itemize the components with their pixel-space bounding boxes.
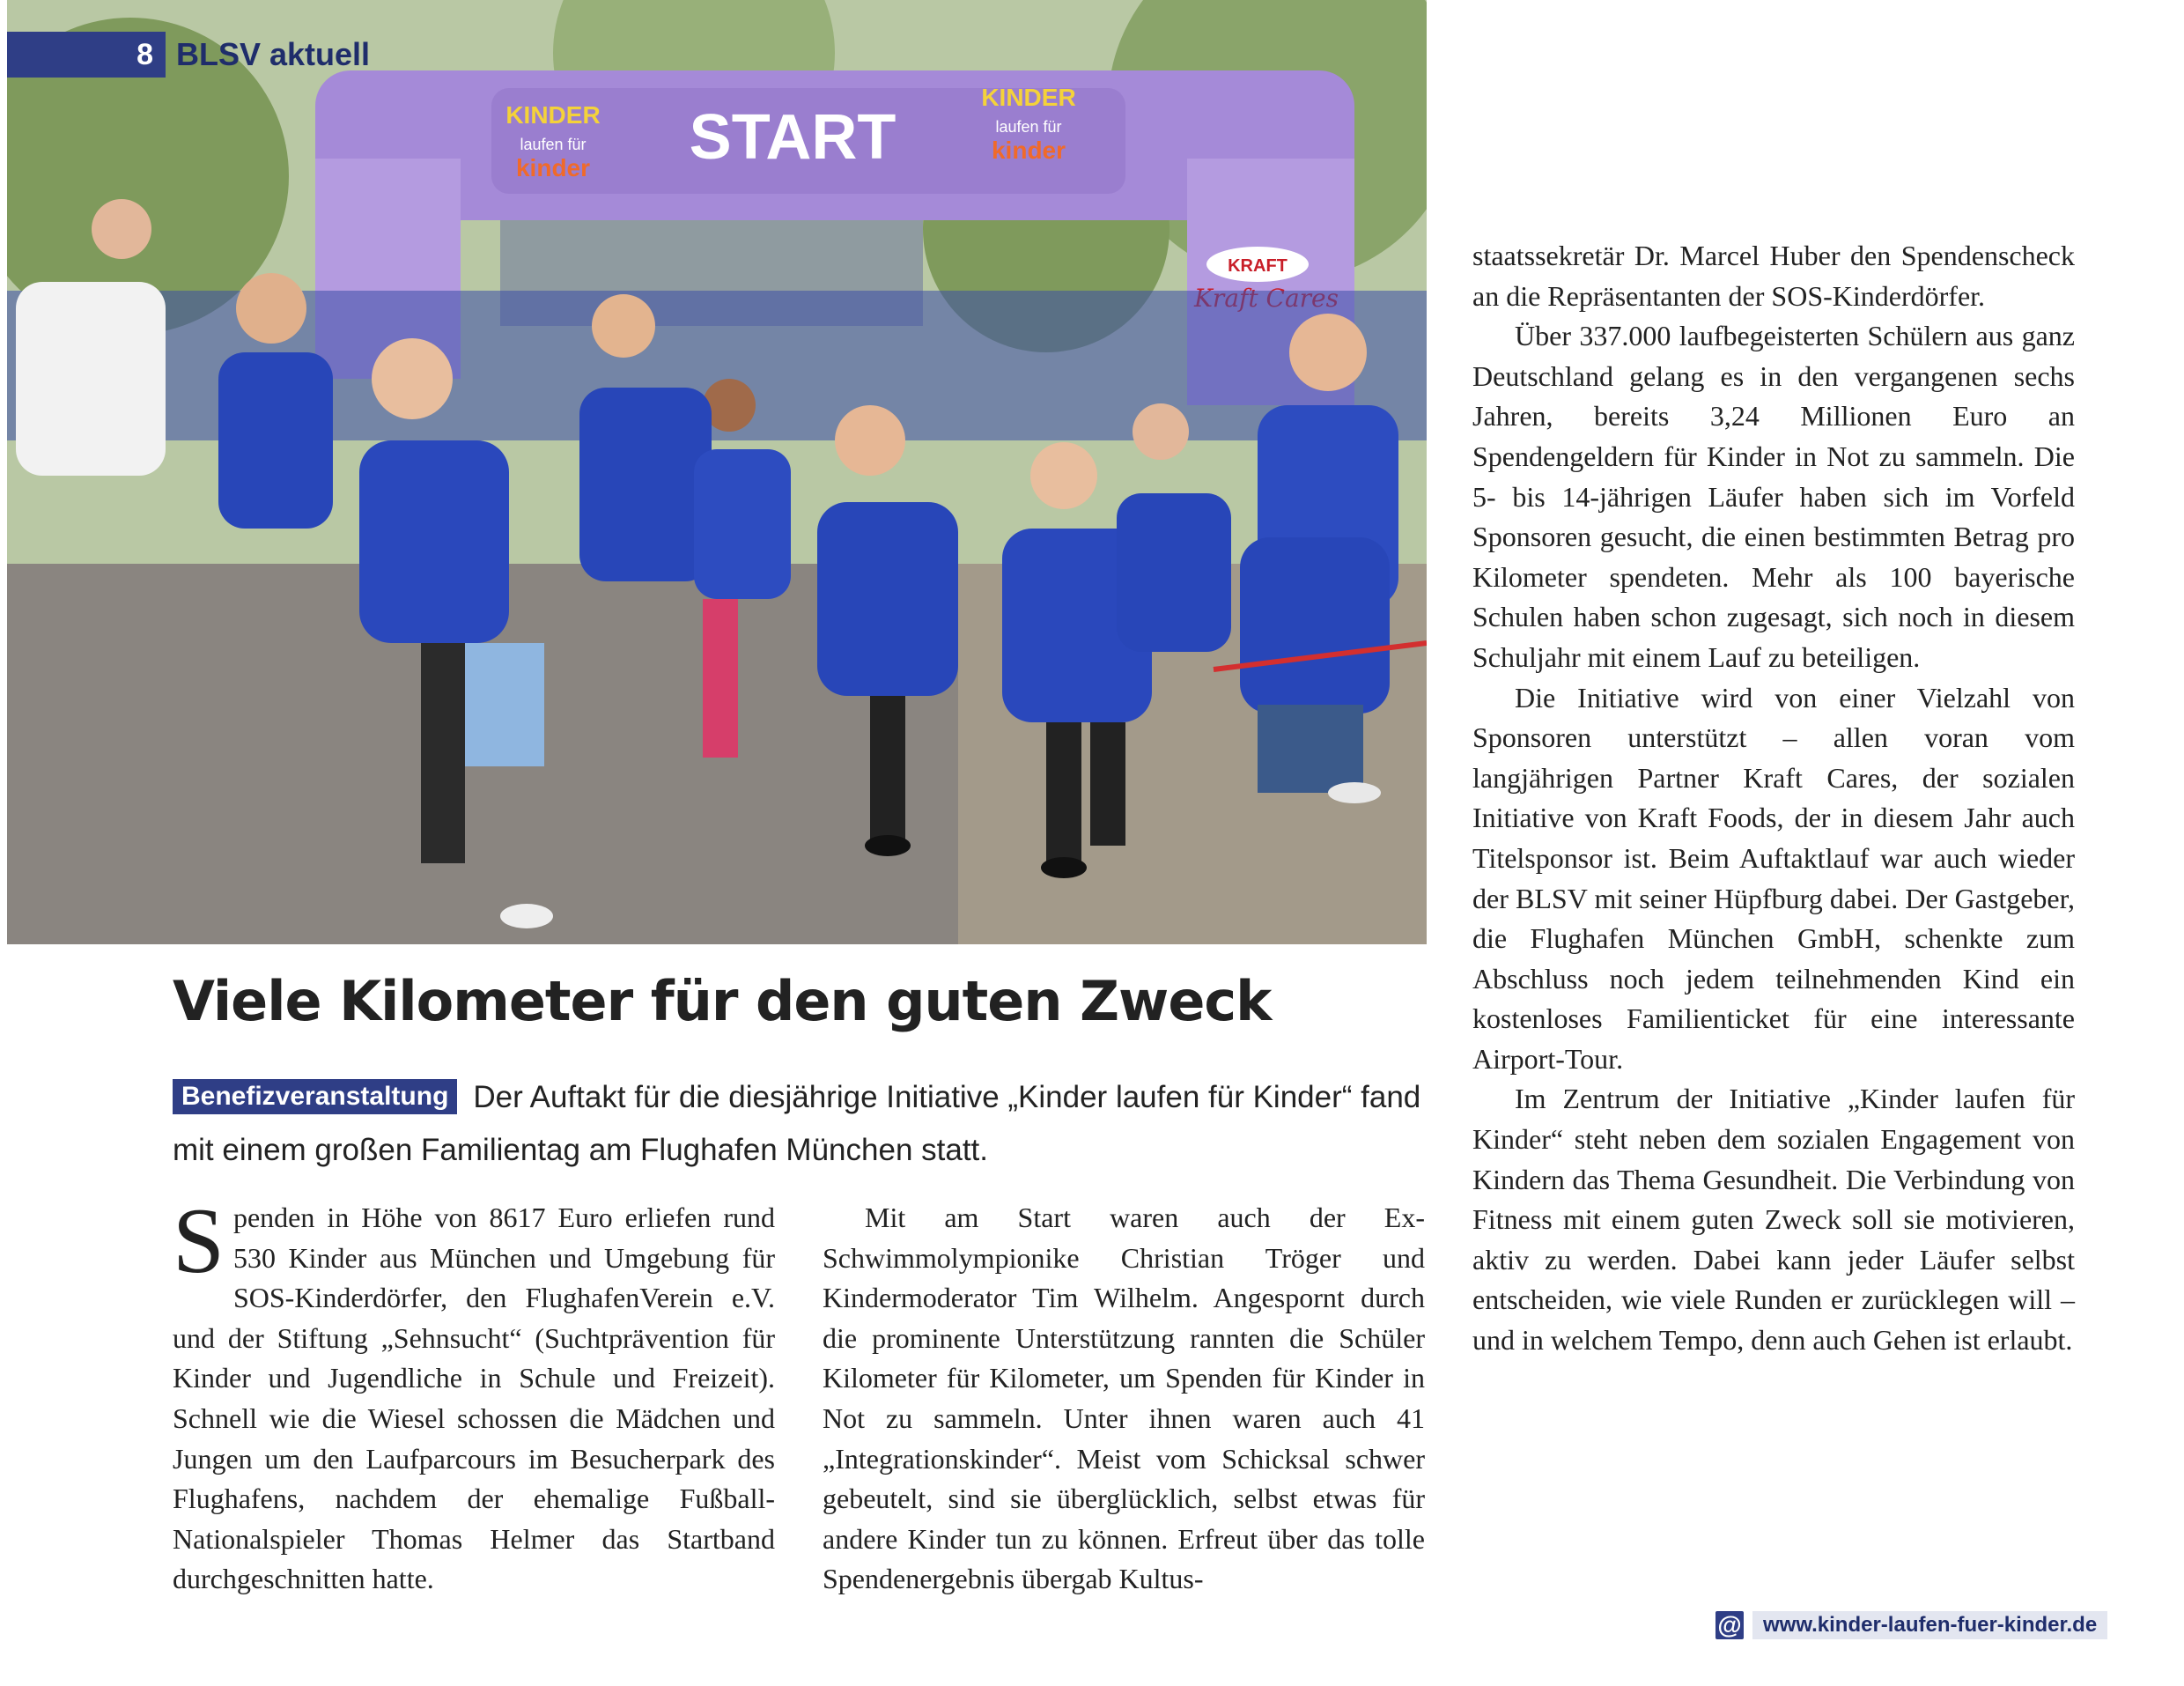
svg-text:laufen für: laufen für <box>995 118 1062 136</box>
article-lede <box>173 1071 1423 1177</box>
paragraph: Im Zentrum der Initiative „Kinder laufen für Kinder“ steht neben dem sozialen Engagement von Kindern das Thema Gesundheit. Die Verbindung von Fitness mit einem guten Zweck soll sie motivieren, aktiv zu werden. Dabei kann jeder Läufer selbst entscheiden, wie viele Runden er zurücklegen will – und in welchem Tempo, denn auch Gehen ist erlaubt. <box>1472 1083 2075 1357</box>
svg-text:KRAFT: KRAFT <box>1228 256 1288 276</box>
page-number: 8 <box>7 32 166 78</box>
race-start-illustration <box>7 0 1427 944</box>
svg-text:laufen für: laufen für <box>520 136 587 153</box>
paragraph: Mit am Start waren auch der Ex-Schwimmolympionike Christian Tröger und Kindermoderator Tim Wilhelm. Angespornt durch die prominente Unterstützung rannten die Schüler Kilometer für Kilometer, um Spenden für Kinder in Not zu sammeln. Unter ihnen waren auch 41 „Integrationskinder“. Meist vom Schicksal schwer gebeutelt, sind sie überglücklich, selbst etwas für andere Kinder tun zu können. Erfreut über das tolle Spendenergebnis übergab Kultus- <box>823 1202 1425 1595</box>
svg-text:kinder: kinder <box>515 154 591 181</box>
article-column-3 <box>1472 236 2075 1361</box>
kicker-badge: Benefizveranstaltung <box>173 1079 457 1114</box>
article-column-2 <box>823 1198 1425 1600</box>
section-label: BLSV aktuell <box>176 36 371 72</box>
svg-text:KINDER: KINDER <box>981 84 1076 111</box>
article-headline: Viele Kilometer für den guten Zweck <box>173 969 1272 1033</box>
paragraph: Spenden in Höhe von 8617 Euro erliefen rund 530 Kinder aus München und Umgebung für SOS-Kinderdörfer, den FlughafenVerein e.V. und der Stiftung „Sehnsucht“ (Suchtprävention für Kinder und Jugendliche in Schule und Freizeit). Schnell wie die Wiesel schossen die Mädchen und Jungen um den Laufparcours im Besucherpark des Flughafens, nachdem der ehemalige Fußball-Nationalspieler Thomas Helmer das Startband durchgeschnitten hatte. <box>173 1189 775 1595</box>
svg-text:kinder: kinder <box>991 137 1066 164</box>
at-icon: @ <box>1715 1611 1744 1639</box>
arch-start-text: START <box>689 102 896 173</box>
paragraph: staatssekretär Dr. Marcel Huber den Spendenscheck an die Repräsentanten der SOS-Kinderdörfer. <box>1472 240 2075 312</box>
drop-cap: S <box>173 1189 225 1292</box>
article-photo <box>7 0 1427 944</box>
page-header <box>7 32 377 78</box>
website-link[interactable] <box>1715 1608 2107 1642</box>
article-column-1 <box>173 1189 775 1600</box>
paragraph: Über 337.000 laufbegeisterten Schülern aus ganz Deutschland gelang es in den vergangenen sechs Jahren, bereits 3,24 Millionen Euro an Spendengeldern für Kinder in Not zu sammeln. Die 5- bis 14-jährigen Läufer haben sich im Vorfeld Sponsoren gesucht, die einen bestimmten Betrag pro Kilometer spendeten. Mehr als 100 bayerische Schulen haben schon zugesagt, sich noch in diesem Schuljahr mit einem Lauf zu beteiligen. <box>1472 320 2075 673</box>
website-url[interactable]: www.kinder-laufen-fuer-kinder.de <box>1752 1611 2107 1639</box>
svg-text:KINDER: KINDER <box>505 101 601 129</box>
paragraph: Die Initiative wird von einer Vielzahl von Sponsoren unterstützt – allen voran vom langjährigen Partner Kraft Cares, der sozialen Initiative von Kraft Foods, der in diesem Jahr auch Titelsponsor ist. Beim Auftaktlauf war auch wieder der BLSV mit seiner Hüpfburg dabei. Der Gastgeber, die Flughafen München GmbH, schenkte zum Abschluss noch jedem teilnehmenden Kind ein kostenloses Familienticket für eine interessante Airport-Tour. <box>1472 681 2075 1075</box>
lede-text: Der Auftakt für die diesjährige Initiative „Kinder laufen für Kinder“ fand mit einem großen Familientag am Flughafen München statt. <box>173 1080 1421 1167</box>
